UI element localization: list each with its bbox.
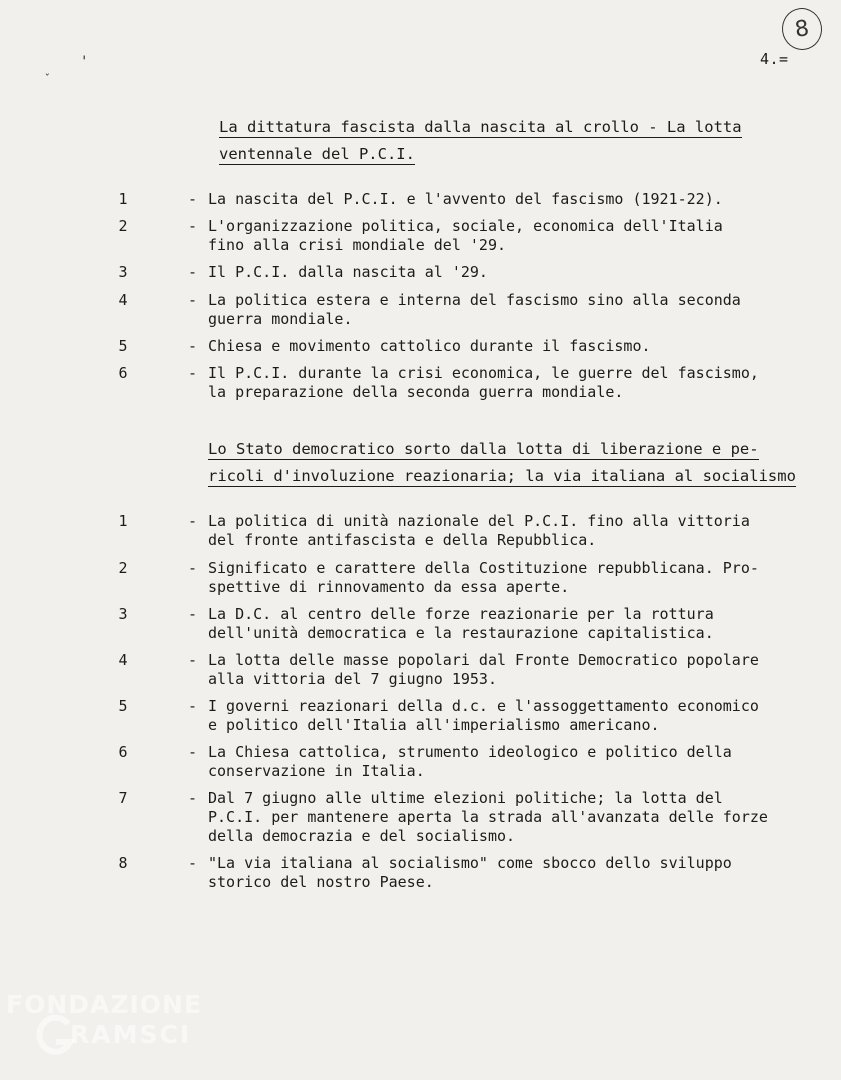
item-text-line: P.C.I. per mantenere aperta la strada all'avanzata delle forze — [208, 808, 768, 826]
watermark-line2: RAMSCI — [70, 1020, 192, 1049]
item-text-line: del fronte antifascista e della Repubblica. — [208, 531, 597, 549]
item-text — [208, 364, 759, 402]
item-text-line: La politica estera e interna del fascismo sino alla seconda — [208, 291, 741, 309]
item-text-line: "La via italiana al socialismo" come sbocco dello sviluppo — [208, 854, 732, 872]
item-text — [208, 605, 714, 643]
item-text-line: La politica di unità nazionale del P.C.I. fino alla vittoria — [208, 512, 750, 530]
archive-number-circle — [779, 5, 824, 52]
item-dash: - — [188, 190, 198, 208]
item-text-line: Il P.C.I. durante la crisi economica, le guerre del fascismo, — [208, 364, 759, 382]
item-text — [208, 263, 488, 282]
item-number: 5 — [118, 697, 128, 715]
section1-heading-line2: ventennale del P.C.I. — [219, 145, 415, 163]
item-number: 1 — [118, 512, 128, 530]
item-text-line: e politico dell'Italia all'imperialismo americano. — [208, 716, 660, 734]
item-text-line: La Chiesa cattolica, strumento ideologico e politico della — [208, 743, 732, 761]
fondazione-gramsci-watermark — [2, 988, 212, 1068]
item-number: 3 — [118, 263, 128, 281]
section1-heading — [219, 114, 742, 168]
item-text — [208, 697, 759, 735]
section2-heading-line1: Lo Stato democratico sorto dalla lotta di liberazione e pe- — [208, 440, 759, 458]
item-text-line: conservazione in Italia. — [208, 762, 425, 780]
item-number: 6 — [118, 364, 128, 382]
item-text-line: Il P.C.I. dalla nascita al '29. — [208, 263, 488, 281]
item-dash: - — [188, 743, 198, 761]
item-text-line: La lotta delle masse popolari dal Fronte Democratico popolare — [208, 651, 759, 669]
item-dash: - — [188, 651, 198, 669]
item-text-line: Chiesa e movimento cattolico durante il fascismo. — [208, 337, 651, 355]
item-dash: - — [188, 789, 198, 807]
item-dash: - — [188, 512, 198, 530]
item-text — [208, 291, 741, 329]
item-text — [208, 337, 651, 356]
item-number: 1 — [118, 190, 128, 208]
item-number: 6 — [118, 743, 128, 761]
item-text-line: Significato e carattere della Costituzione repubblicana. Pro- — [208, 559, 759, 577]
item-text-line: I governi reazionari della d.c. e l'assoggettamento economico — [208, 697, 759, 715]
item-dash: - — [188, 854, 198, 872]
watermark-g-logo-icon — [34, 1014, 74, 1058]
item-number: 4 — [118, 291, 128, 309]
section1-heading-line1: La dittatura fascista dalla nascita al crollo - La lotta — [219, 118, 742, 136]
item-dash: - — [188, 605, 198, 623]
item-text — [208, 743, 732, 781]
item-text — [208, 559, 759, 597]
item-dash: - — [188, 217, 198, 235]
item-dash: - — [188, 697, 198, 715]
item-text — [208, 854, 732, 892]
item-number: 3 — [118, 605, 128, 623]
item-dash: - — [188, 263, 198, 281]
item-text-line: guerra mondiale. — [208, 310, 353, 328]
item-number: 4 — [118, 651, 128, 669]
margin-mark-small: ˇ — [44, 72, 51, 85]
item-number: 5 — [118, 337, 128, 355]
watermark-line1: FONDAZIONE — [6, 990, 203, 1019]
item-text-line: fino alla crisi mondiale del '29. — [208, 236, 507, 254]
item-text — [208, 651, 759, 689]
item-dash: - — [188, 559, 198, 577]
item-text-line: spettive di rinnovamento da essa aperte. — [208, 578, 570, 596]
section2-heading-line2: ricoli d'involuzione reazionaria; la via italiana al socialismo — [208, 467, 796, 485]
item-text-line: Dal 7 giugno alle ultime elezioni politiche; la lotta del — [208, 789, 723, 807]
item-text — [208, 217, 723, 255]
item-dash: - — [188, 337, 198, 355]
item-number: 2 — [118, 559, 128, 577]
item-text-line: L'organizzazione politica, sociale, economica dell'Italia — [208, 217, 723, 235]
section2-heading — [208, 436, 796, 490]
item-text — [208, 512, 750, 550]
item-text — [208, 789, 768, 846]
item-number: 7 — [118, 789, 128, 807]
item-text-line: la preparazione della seconda guerra mondiale. — [208, 383, 624, 401]
item-dash: - — [188, 364, 198, 382]
item-text-line: alla vittoria del 7 giugno 1953. — [208, 670, 497, 688]
item-text-line: della democrazia e del socialismo. — [208, 827, 516, 845]
item-number: 2 — [118, 217, 128, 235]
margin-mark: ' — [80, 54, 89, 70]
item-text — [208, 190, 723, 209]
item-text-line: La nascita del P.C.I. e l'avvento del fascismo (1921-22). — [208, 190, 723, 208]
page-number: 4.= — [760, 50, 789, 68]
item-text-line: storico del nostro Paese. — [208, 873, 434, 891]
item-dash: - — [188, 291, 198, 309]
item-number: 8 — [118, 854, 128, 872]
item-text-line: dell'unità democratica e la restaurazione capitalistica. — [208, 624, 714, 642]
archive-number: 8 — [793, 15, 811, 43]
item-text-line: La D.C. al centro delle forze reazionarie per la rottura — [208, 605, 714, 623]
